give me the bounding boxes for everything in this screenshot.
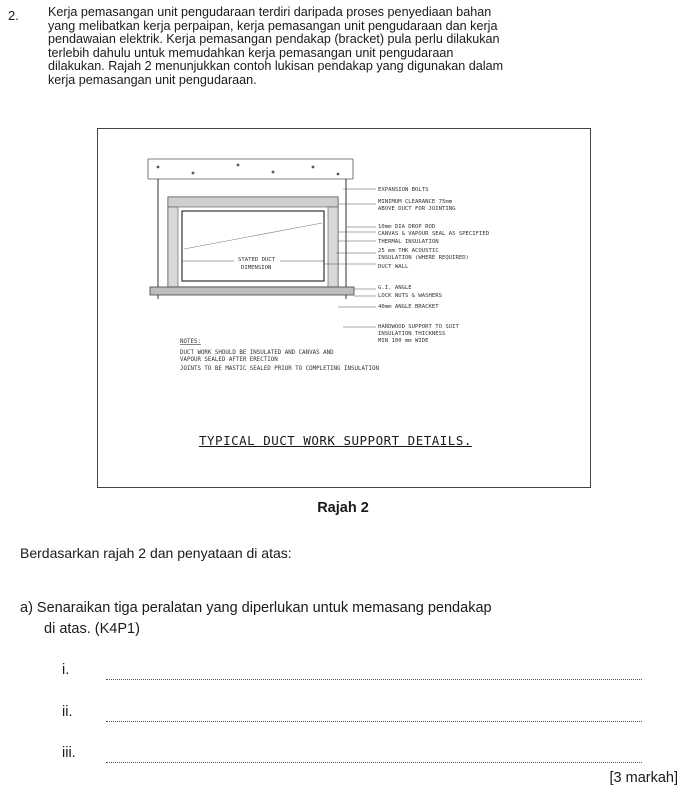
label-hardwood-1: HARDWOOD SUPPORT TO SUIT <box>378 324 459 330</box>
label-gi-angle: G.I. ANGLE <box>378 285 412 291</box>
label-thermal: THERMAL INSULATION <box>378 239 439 245</box>
label-clearance-2: ABOVE DUCT FOR JOINTING <box>378 206 456 212</box>
figure-title: TYPICAL DUCT WORK SUPPORT DETAILS. <box>199 433 472 448</box>
part-a-line-2: di atas. (K4P1) <box>44 621 140 637</box>
label-clearance-1: MINIMUM CLEARANCE 75mm <box>378 199 453 205</box>
answer-label: ii. <box>62 704 73 720</box>
duct-diagonal <box>184 223 322 249</box>
answer-label: iii. <box>62 745 76 761</box>
intro-line: pendawaian elektrik. Kerja pemasangan pendakap (bracket) pula perlu dilakukan <box>48 32 500 46</box>
marks-allocation: [3 markah] <box>609 770 678 786</box>
notes-heading: NOTES: <box>180 339 201 345</box>
label-drop-rod: 10mm DIA DROP ROD <box>378 224 436 230</box>
part-a-question <box>20 598 660 640</box>
intro-line: Kerja pemasangan unit pengudaraan terdiri daripada proses penyediaan bahan <box>48 5 492 19</box>
angle-bracket <box>150 287 354 295</box>
insulation-hatch-top <box>168 197 338 207</box>
answer-line[interactable] <box>106 679 642 680</box>
label-canvas: CANVAS & VAPOUR SEAL AS SPECIFIED <box>378 231 490 237</box>
label-lock-nuts: LOCK NUTS & WASHERS <box>378 293 442 299</box>
note-3: JOINTS TO BE MASTIC SEALED PRIOR TO COMPLETING INSULATION <box>180 366 379 372</box>
note-2: VAPOUR SEALED AFTER ERECTION <box>180 357 278 363</box>
answer-row-2[interactable] <box>62 704 662 726</box>
answer-line[interactable] <box>106 762 642 763</box>
intro-line: yang melibatkan kerja perpaipan, kerja pemasangan unit pengudaraan dan kerja <box>48 18 498 33</box>
label-hardwood-2: INSULATION THICKNESS <box>378 331 446 337</box>
figure-caption: Rajah 2 <box>317 500 369 516</box>
label-expansion-bolts: EXPANSION BOLTS <box>378 187 429 193</box>
stated-duct-label-2: DIMENSION <box>241 265 272 271</box>
answer-row-1[interactable] <box>62 662 662 684</box>
stated-duct-label: STATED DUCT <box>238 257 276 263</box>
insulation-hatch-right <box>328 207 338 287</box>
answer-row-3[interactable] <box>62 745 662 767</box>
base-statement: Berdasarkan rajah 2 dan penyataan di atas: <box>20 545 292 561</box>
ceiling-slab <box>148 159 353 179</box>
label-angle-bracket: 40mm ANGLE BRACKET <box>378 304 439 310</box>
label-acoustic-2: INSULATION (WHERE REQUIRED) <box>378 255 469 261</box>
intro-line: terlebih dahulu untuk memudahkan kerja pemasangan unit pengudaraan <box>48 45 454 60</box>
intro-line: kerja pemasangan unit pengudaraan. <box>48 72 257 87</box>
answer-line[interactable] <box>106 721 642 722</box>
answer-label: i. <box>62 662 70 678</box>
label-duct-wall: DUCT WALL <box>378 264 409 270</box>
insulation-hatch-left <box>168 207 178 287</box>
label-acoustic-1: 25 mm THK ACOUSTIC <box>378 248 439 254</box>
intro-line: dilakukan. Rajah 2 menunjukkan contoh lukisan pendakap yang digunakan dalam <box>48 59 504 73</box>
label-hardwood-3: MIN 100 mm WIDE <box>378 338 429 344</box>
question-intro <box>48 6 668 87</box>
question-number: 2. <box>8 8 19 23</box>
note-1: DUCT WORK SHOULD BE INSULATED AND CANVAS AND <box>180 350 334 356</box>
part-a-line-1: a) Senaraikan tiga peralatan yang diperlukan untuk memasang pendakap <box>20 600 492 616</box>
